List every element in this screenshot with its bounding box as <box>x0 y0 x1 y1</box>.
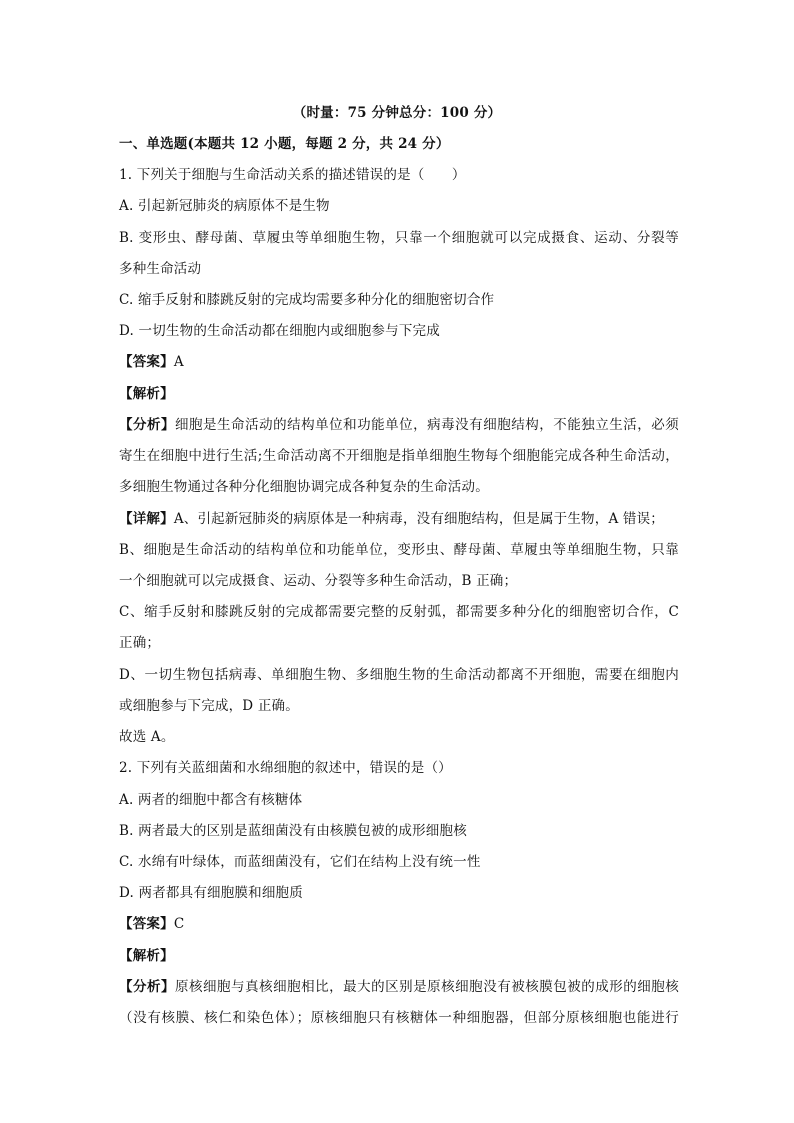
question-1-answer <box>119 353 679 371</box>
answer-label: 【答案】 <box>119 916 174 932</box>
fenxi-label: 【分析】 <box>119 979 176 995</box>
question-1-detail-line-6: D、一切生物包括病毒、单细胞生物、多细胞生物的生命活动都离不开细胞，需要在细胞内 <box>119 667 679 683</box>
question-1-conclusion: 故选 A。 <box>119 729 175 745</box>
question-1-option-a: A. 引起新冠肺炎的病原体不是生物 <box>119 198 330 214</box>
question-1-detail-line-2: B、细胞是生命活动的结构单位和功能单位，变形虫、酵母菌、草履虫等单细胞生物，只靠 <box>119 542 679 558</box>
question-2-option-d: D. 两者都具有细胞膜和细胞质 <box>119 885 303 901</box>
fenxi-text: 细胞是生命活动的结构单位和功能单位，病毒没有细胞结构，不能独立生活，必须 <box>175 417 679 433</box>
question-1-detail-line-5: 正确； <box>119 635 161 651</box>
exam-header: （时量：75 分钟总分：100 分） <box>292 105 502 121</box>
detail-text: A、引起新冠肺炎的病原体是一种病毒，没有细胞结构，但是属于生物，A 错误； <box>173 511 665 527</box>
answer-value: C <box>173 916 185 932</box>
question-1-detail-line-1 <box>119 510 679 528</box>
question-1-fenxi-line-3: 多细胞生物通过各种分化细胞协调完成各种复杂的生命活动。 <box>119 479 489 495</box>
answer-label: 【答案】 <box>119 354 174 370</box>
question-1-analysis-label: 【解析】 <box>119 386 174 402</box>
detail-label: 【详解】 <box>119 511 174 527</box>
question-2-analysis-label: 【解析】 <box>119 948 174 964</box>
question-1-detail-line-7: 或细胞参与下完成，D 正确。 <box>119 698 299 714</box>
fenxi-label: 【分析】 <box>119 417 176 433</box>
question-2-answer <box>119 915 679 933</box>
question-2-fenxi-line-1 <box>119 978 679 996</box>
question-1-detail-line-3: 一个细胞就可以完成摄食、运动、分裂等多种生命活动，B 正确； <box>119 573 518 589</box>
question-1-stem: 1. 下列关于细胞与生命活动关系的描述错误的是（ ） <box>119 167 466 183</box>
question-2-option-a: A. 两者的细胞中都含有核糖体 <box>119 792 303 808</box>
question-1-option-b-cont: 多种生命活动 <box>119 261 202 277</box>
question-1-option-d: D. 一切生物的生命活动都在细胞内或细胞参与下完成 <box>119 323 440 339</box>
question-2-option-b: B. 两者最大的区别是蓝细菌没有由核膜包被的成形细胞核 <box>119 823 467 839</box>
question-1-option-b: B. 变形虫、酵母菌、草履虫等单细胞生物，只靠一个细胞就可以完成摄食、运动、分裂等 <box>119 230 679 246</box>
question-2-stem: 2. 下列有关蓝细菌和水绵细胞的叙述中，错误的是（） <box>119 760 452 776</box>
question-2-fenxi-line-2: （没有核膜、核仁和染色体）；原核细胞只有核糖体一种细胞器，但部分原核细胞也能进行 <box>119 1010 679 1026</box>
answer-value: A <box>173 354 184 370</box>
fenxi-text: 原核细胞与真核细胞相比，最大的区别是原核细胞没有被核膜包被的成形的细胞核 <box>175 979 679 995</box>
section-title: 一、单选题(本题共 12 小题，每题 2 分，共 24 分） <box>119 136 450 152</box>
question-1-fenxi-line-2: 寄生在细胞中进行生活;生命活动离不开细胞是指单细胞生物每个细胞能完成各种生命活动， <box>119 448 679 464</box>
question-2-option-c: C. 水绵有叶绿体，而蓝细菌没有，它们在结构上没有统一性 <box>119 854 481 870</box>
question-1-fenxi-line-1 <box>119 416 679 434</box>
question-1-option-c: C. 缩手反射和膝跳反射的完成均需要多种分化的细胞密切合作 <box>119 292 495 308</box>
question-1-detail-line-4: C、缩手反射和膝跳反射的完成都需要完整的反射弧，都需要多种分化的细胞密切合作，C <box>119 604 679 620</box>
